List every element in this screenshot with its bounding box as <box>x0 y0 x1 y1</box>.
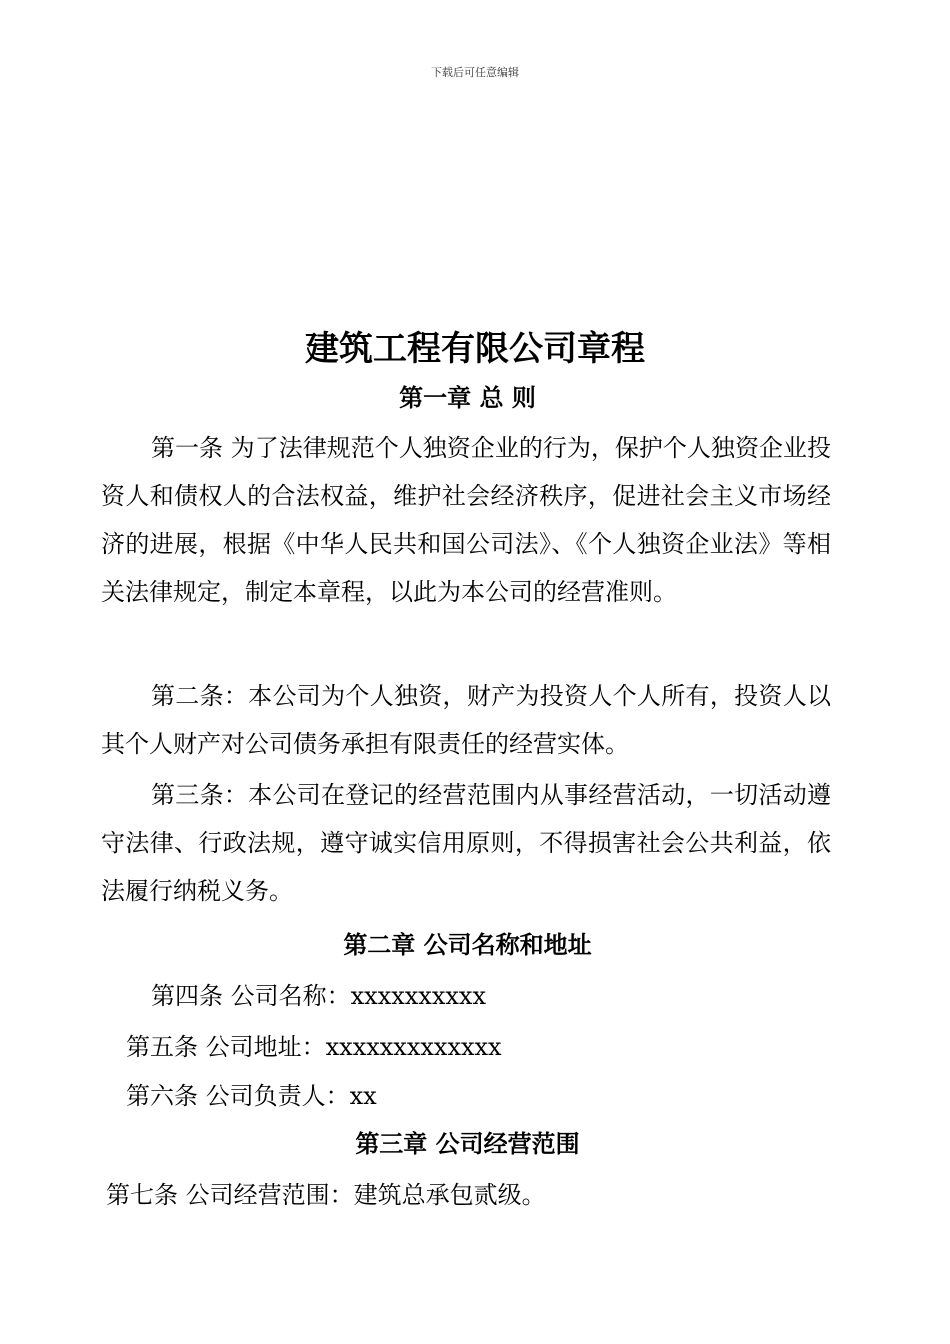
article-6: 第六条 公司负责人：xx <box>126 1082 377 1110</box>
article-3: 第三条：本公司在登记的经营范围内从事经营活动，一切活动遵守法律、行政法规，遵守诚实信用原则，不得损害社会公共利益，依法履行纳税义务。 <box>101 781 831 905</box>
article-7: 第七条 公司经营范围：建筑总承包贰级。 <box>106 1181 546 1209</box>
article-5: 第五条 公司地址：xxxxxxxxxxxxx <box>126 1033 502 1061</box>
article-2: 第二条：本公司为个人独资，财产为投资人个人所有，投资人以其个人财产对公司债务承担有限责任的经营实体。 <box>101 682 831 758</box>
document-title: 建筑工程有限公司章程 <box>305 329 645 369</box>
article-1: 第一条 为了法律规范个人独资企业的行为，保护个人独资企业投资人和债权人的合法权益，维护社会经济秩序，促进社会主义市场经济的进展，根据《中华人民共和国公司法》、《个人独资企业法》等相关法律规定，制定本章程，以此为本公司的经营准则。 <box>101 434 831 606</box>
chapter-3-heading: 第三章 公司经营范围 <box>355 1130 580 1158</box>
chapter-1-heading: 第一章 总 则 <box>399 384 536 412</box>
article-4: 第四条 公司名称：xxxxxxxxxx <box>151 982 486 1010</box>
chapter-2-heading: 第二章 公司名称和地址 <box>343 931 592 959</box>
header-note: 下载后可任意编辑 <box>431 66 519 79</box>
